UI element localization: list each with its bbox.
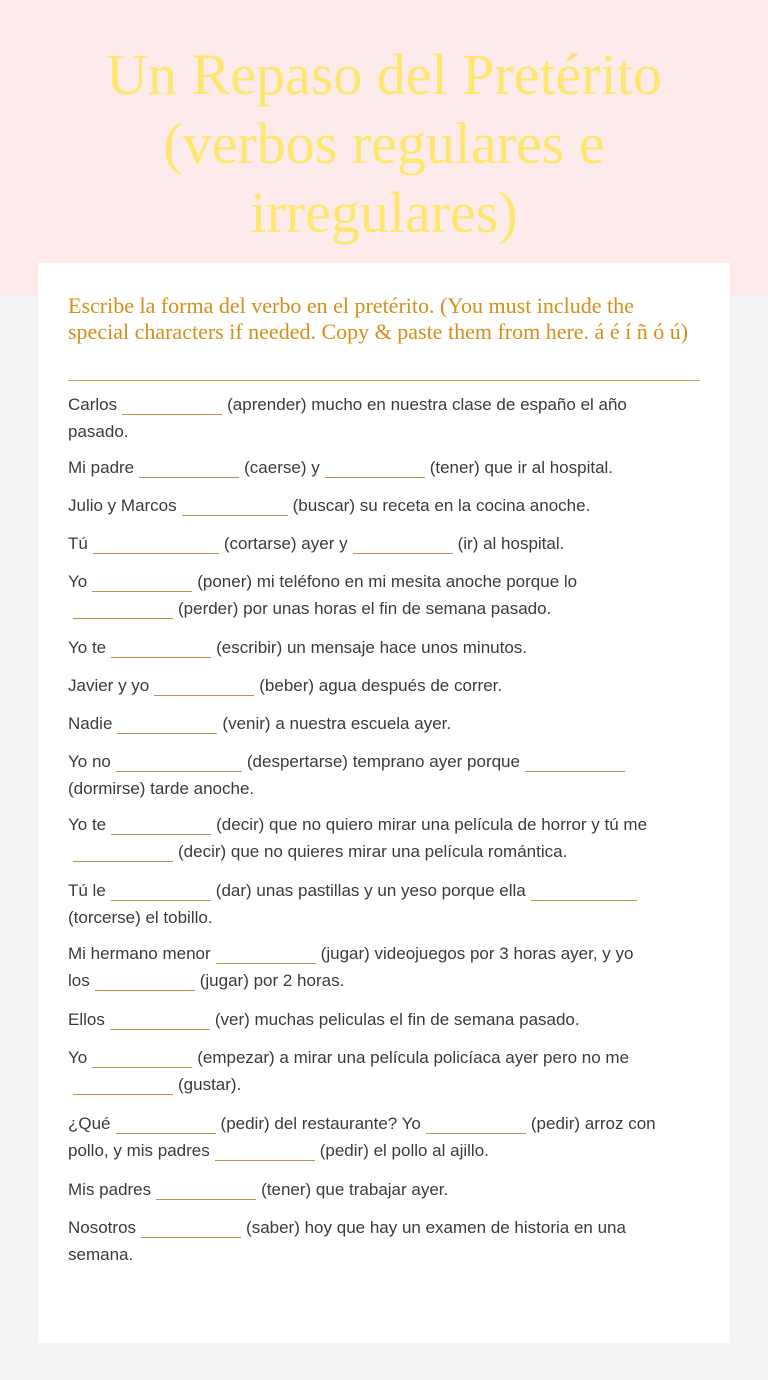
- question-text: semana.: [68, 1245, 134, 1264]
- question-text: (tener) que ir al hospital.: [429, 458, 614, 477]
- question-text: ¿Qué: [68, 1114, 111, 1133]
- answer-blank[interactable]: [92, 571, 192, 592]
- question-text: Yo te: [68, 815, 107, 834]
- question-text: (pedir) arroz con: [530, 1114, 656, 1133]
- question-text: (empezar) a mirar una película policíaca ayer pero no me: [197, 1048, 630, 1067]
- question-text: (decir) que no quiero mirar una película de horror y tú me: [216, 815, 648, 834]
- question-13: [68, 1006, 708, 1033]
- question-text: (jugar) videojuegos por 3 horas ayer, y yo: [320, 944, 634, 963]
- question-text: Mi padre: [68, 458, 135, 477]
- question-text: Nadie: [68, 714, 113, 733]
- question-text: (pedir) el pollo al ajillo.: [319, 1141, 489, 1160]
- question-text: (poner) mi teléfono en mi mesita anoche porque lo: [197, 572, 578, 591]
- question-12: [68, 940, 708, 994]
- answer-blank[interactable]: [154, 675, 254, 696]
- answer-blank[interactable]: [139, 457, 239, 478]
- answer-blank[interactable]: [110, 1009, 210, 1030]
- worksheet-card: [38, 263, 730, 1343]
- question-text: (ver) muchas peliculas el fin de semana pasado.: [214, 1010, 580, 1029]
- question-text: (jugar) por 2 horas.: [199, 971, 345, 990]
- question-text: Julio y Marcos: [68, 496, 177, 515]
- answer-blank[interactable]: [93, 533, 219, 554]
- question-3: [68, 492, 708, 519]
- question-text: (beber) agua después de correr.: [259, 676, 503, 695]
- question-15: [68, 1110, 708, 1164]
- question-text: Yo: [68, 1048, 88, 1067]
- question-text: Ellos: [68, 1010, 105, 1029]
- answer-blank[interactable]: [73, 1074, 173, 1095]
- question-text: (aprender) mucho en nuestra clase de españo el año: [227, 395, 627, 414]
- answer-blank[interactable]: [111, 880, 211, 901]
- question-text: (caerse) y: [244, 458, 320, 477]
- question-11: [68, 877, 708, 931]
- question-4: [68, 530, 708, 557]
- question-text: Nosotros: [68, 1218, 137, 1237]
- question-1: [68, 391, 708, 445]
- question-text: (escribir) un mensaje hace unos minutos.: [216, 638, 528, 657]
- question-6: [68, 634, 708, 661]
- question-text: (ir) al hospital.: [457, 534, 565, 553]
- header-banner: [0, 0, 768, 296]
- question-10: [68, 811, 708, 865]
- answer-blank[interactable]: [426, 1113, 526, 1134]
- answer-blank[interactable]: [141, 1217, 241, 1238]
- question-text: (dar) unas pastillas y un yeso porque ella: [215, 881, 526, 900]
- answer-blank[interactable]: [73, 841, 173, 862]
- answer-blank[interactable]: [216, 943, 316, 964]
- answer-blank[interactable]: [116, 1113, 216, 1134]
- question-text: Tú: [68, 534, 88, 553]
- question-text: (perder) por unas horas el fin de semana pasado.: [178, 599, 552, 618]
- question-text: pasado.: [68, 422, 129, 441]
- question-text: (saber) hoy que hay un examen de historia en una: [246, 1218, 626, 1237]
- answer-blank[interactable]: [215, 1140, 315, 1161]
- question-text: (pedir) del restaurante? Yo: [220, 1114, 421, 1133]
- question-text: Carlos: [68, 395, 118, 414]
- answer-blank[interactable]: [122, 394, 222, 415]
- question-text: (decir) que no quieres mirar una película romántica.: [178, 842, 568, 861]
- question-14: [68, 1044, 708, 1098]
- question-text: Mi hermano menor: [68, 944, 211, 963]
- answer-blank[interactable]: [116, 751, 242, 772]
- answer-blank[interactable]: [531, 880, 637, 901]
- question-text: pollo, y mis padres: [68, 1141, 210, 1160]
- instructions: Escribe la forma del verbo en el pretérito. (You must include the special characters if needed. Copy & paste them from here. á é í ñ ó ú): [68, 293, 689, 344]
- question-text: (buscar) su receta en la cocina anoche.: [292, 496, 591, 515]
- answer-blank[interactable]: [353, 533, 453, 554]
- question-text: (gustar).: [178, 1075, 242, 1094]
- question-text: los: [68, 971, 90, 990]
- question-text: (torcerse) el tobillo.: [68, 908, 213, 927]
- question-text: Mis padres: [68, 1180, 152, 1199]
- question-7: [68, 672, 708, 699]
- answer-blank[interactable]: [325, 457, 425, 478]
- answer-blank[interactable]: [525, 751, 625, 772]
- question-text: (venir) a nuestra escuela ayer.: [222, 714, 452, 733]
- question-5: [68, 568, 708, 622]
- question-2: [68, 454, 708, 481]
- page-title: Un Repaso del Pretérito (verbos regulares e irregulares): [106, 42, 662, 245]
- answer-blank[interactable]: [92, 1047, 192, 1068]
- question-text: Yo te: [68, 638, 107, 657]
- question-text: (tener) que trabajar ayer.: [261, 1180, 449, 1199]
- question-text: Yo no: [68, 752, 111, 771]
- question-text: Tú le: [68, 881, 106, 900]
- question-16: [68, 1176, 708, 1203]
- question-text: Javier y yo: [68, 676, 150, 695]
- answer-blank[interactable]: [73, 598, 173, 619]
- question-text: (despertarse) temprano ayer porque: [246, 752, 520, 771]
- question-8: [68, 710, 708, 737]
- answer-blank[interactable]: [156, 1179, 256, 1200]
- divider: [68, 380, 700, 381]
- answer-blank[interactable]: [95, 970, 195, 991]
- question-text: Yo: [68, 572, 88, 591]
- answer-blank[interactable]: [111, 637, 211, 658]
- answer-blank[interactable]: [182, 495, 288, 516]
- question-text: (dormirse) tarde anoche.: [68, 779, 255, 798]
- answer-blank[interactable]: [111, 814, 211, 835]
- question-text: (cortarse) ayer y: [223, 534, 348, 553]
- answer-blank[interactable]: [117, 713, 217, 734]
- question-9: [68, 748, 708, 802]
- question-17: [68, 1214, 708, 1268]
